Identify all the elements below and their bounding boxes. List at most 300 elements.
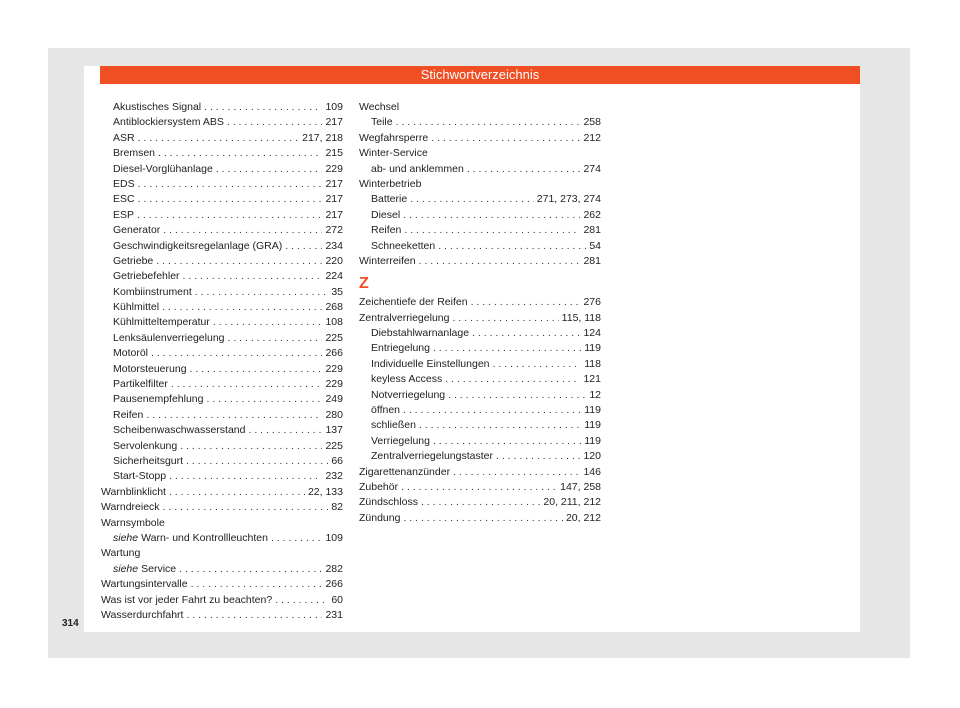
index-term — [113, 377, 168, 392]
leader-dots — [169, 469, 322, 484]
page-references: 109 — [325, 531, 343, 544]
index-entry — [101, 531, 343, 546]
page-references: 234 — [325, 239, 343, 252]
leader-dots — [403, 511, 563, 526]
index-term-text: Motorsteuerung — [113, 362, 187, 375]
leader-dots — [404, 223, 580, 238]
index-term-text: ASR — [113, 131, 135, 144]
index-entry — [101, 177, 343, 192]
index-term-text: Diesel-Vorglühanlage — [113, 162, 213, 175]
index-entry — [359, 295, 601, 310]
leader-dots — [156, 254, 322, 269]
index-term — [371, 162, 464, 177]
index-entry — [101, 315, 343, 330]
index-entry — [359, 326, 601, 341]
page-references: 281 — [583, 254, 601, 267]
index-term — [359, 177, 421, 192]
index-entry — [101, 485, 343, 500]
index-term-text: Was ist vor jeder Fahrt zu beachten? — [101, 593, 273, 606]
see-reference: siehe — [113, 531, 139, 544]
leader-dots — [401, 480, 557, 495]
index-term-text: Wartung — [101, 547, 141, 560]
index-term — [113, 254, 153, 269]
index-term-text: EDS — [113, 177, 135, 190]
index-term-text: Getriebe — [113, 254, 154, 267]
index-term-text: Schneeketten — [371, 239, 436, 252]
leader-dots — [186, 454, 328, 469]
index-term — [113, 331, 225, 346]
index-entry — [101, 100, 343, 115]
index-entry — [101, 285, 343, 300]
page-references: 215 — [325, 147, 343, 160]
index-term-text: Antiblockiersystem ABS — [113, 116, 224, 129]
index-entry — [101, 346, 343, 361]
index-entry — [101, 577, 343, 592]
index-entry — [101, 362, 343, 377]
index-term-text: Warnblinklicht — [101, 485, 166, 498]
page-references: 272 — [325, 224, 343, 237]
leader-dots — [169, 485, 305, 500]
page-references: 262 — [583, 208, 601, 221]
leader-dots — [151, 346, 322, 361]
index-term-text: Wasserdurchfahrt — [101, 608, 184, 621]
page-references: 118 — [584, 357, 601, 370]
index-entry — [359, 177, 601, 192]
index-term-text: Diebstahlwarnanlage — [371, 327, 470, 340]
section-letter: Z — [359, 275, 369, 293]
index-term — [113, 346, 148, 361]
index-term-text: Winterreifen — [359, 254, 416, 267]
index-entry — [359, 403, 601, 418]
index-term-text: Sicherheitsgurt — [113, 454, 184, 467]
index-term — [371, 388, 445, 403]
index-term-text: Reifen — [113, 408, 144, 421]
leader-dots — [207, 392, 323, 407]
index-term-text: Warndreieck — [101, 501, 160, 514]
index-entry — [101, 423, 343, 438]
page-references: 119 — [584, 434, 601, 447]
index-term — [113, 208, 134, 223]
index-term — [371, 357, 490, 372]
index-term-text: Zeichentiefe der Reifen — [359, 296, 468, 309]
page-references: 220 — [325, 254, 343, 267]
page-references: 119 — [584, 342, 601, 355]
leader-dots — [228, 331, 323, 346]
index-term-text: Getriebefehler — [113, 270, 180, 283]
index-term-text: Warn- und Kontrollleuchten — [141, 531, 268, 544]
index-term-text: Winterbetrieb — [359, 177, 422, 190]
page-references: 229 — [325, 162, 343, 175]
index-term-text: Start-Stopp — [113, 470, 167, 483]
index-term — [371, 326, 469, 341]
leader-dots — [419, 254, 581, 269]
page-references: 266 — [325, 578, 343, 591]
leader-dots — [453, 465, 580, 480]
leader-dots — [419, 418, 581, 433]
index-entry — [101, 162, 343, 177]
leader-dots — [472, 326, 580, 341]
index-term-text: Kühlmittel — [113, 301, 160, 314]
index-entry — [101, 439, 343, 454]
page-references: 54 — [589, 239, 601, 252]
index-term-text: Zigarettenanzünder — [359, 465, 451, 478]
index-entry — [101, 500, 343, 515]
index-term-text: Partikelfilter — [113, 378, 168, 391]
leader-dots — [433, 341, 581, 356]
index-term — [359, 480, 398, 495]
leader-dots — [496, 449, 580, 464]
leader-dots — [179, 562, 322, 577]
leader-dots — [137, 208, 322, 223]
index-entry — [101, 562, 343, 577]
page-references: 120 — [583, 450, 601, 463]
leader-dots — [410, 192, 534, 207]
leader-dots — [227, 115, 323, 130]
page-references: 225 — [325, 331, 343, 344]
leader-dots — [190, 362, 323, 377]
page-references: 217 — [325, 193, 343, 206]
index-entry — [359, 465, 601, 480]
index-term — [371, 434, 430, 449]
leader-dots — [285, 239, 322, 254]
index-term — [371, 449, 493, 464]
leader-dots — [271, 531, 323, 546]
leader-dots — [438, 239, 586, 254]
leader-dots — [421, 495, 540, 510]
index-entry — [101, 192, 343, 207]
index-term — [359, 254, 416, 269]
index-term — [113, 115, 224, 130]
index-entry — [359, 434, 601, 449]
index-entry — [101, 115, 343, 130]
index-term-text: Verriegelung — [371, 434, 430, 447]
index-term-text: Zentralverriegelung — [359, 311, 450, 324]
page-references: 119 — [584, 419, 601, 432]
page-references: 147, 258 — [560, 480, 601, 493]
index-term — [113, 454, 183, 469]
leader-dots — [163, 223, 322, 238]
page-references: 268 — [325, 301, 343, 314]
index-term — [113, 300, 159, 315]
index-term-text: schließen — [371, 419, 416, 432]
index-term-text: Zündung — [359, 511, 401, 524]
index-term-text: Reifen — [371, 224, 402, 237]
page-references: 229 — [325, 362, 343, 375]
leader-dots — [275, 593, 328, 608]
leader-dots — [467, 162, 581, 177]
page-references: 271, 273, 274 — [536, 193, 601, 206]
page-references: 35 — [331, 285, 343, 298]
index-term-text: ab- und anklemmen — [371, 162, 464, 175]
leader-dots — [452, 311, 558, 326]
index-term — [113, 315, 210, 330]
index-term — [371, 192, 407, 207]
page-references: 212 — [583, 131, 601, 144]
leader-dots — [396, 115, 581, 130]
index-group-z — [359, 295, 601, 526]
index-entry — [101, 377, 343, 392]
index-entry — [359, 192, 601, 207]
index-term — [113, 269, 180, 284]
index-term-text: Generator — [113, 224, 161, 237]
index-entry — [359, 341, 601, 356]
index-term — [371, 239, 435, 254]
index-entry — [359, 449, 601, 464]
page-references: 229 — [325, 378, 343, 391]
page-references: 232 — [325, 470, 343, 483]
index-entry — [359, 372, 601, 387]
index-entry — [359, 357, 601, 372]
page-references: 231 — [325, 608, 343, 621]
leader-dots — [433, 434, 581, 449]
index-entry — [101, 516, 343, 531]
index-entry — [101, 300, 343, 315]
index-entry — [101, 608, 343, 623]
index-entry — [101, 146, 343, 161]
index-column-right — [359, 100, 601, 526]
index-term — [371, 341, 430, 356]
index-term-text: Akustisches Signal — [113, 101, 202, 113]
page-references: 281 — [583, 224, 601, 237]
index-term — [113, 192, 135, 207]
index-term — [113, 177, 135, 192]
index-term-text: Zentralverriegelungstaster — [371, 450, 493, 463]
index-term-text: Winter-Service — [359, 147, 428, 160]
index-term-text: keyless Access — [371, 373, 443, 386]
index-term — [113, 439, 177, 454]
leader-dots — [191, 577, 323, 592]
index-entry — [359, 511, 601, 526]
index-entry — [101, 469, 343, 484]
page-references: 137 — [325, 424, 343, 437]
index-term-text: Kühlmitteltemperatur — [113, 316, 210, 329]
page-references: 60 — [331, 593, 343, 606]
index-term-text: Service — [141, 562, 177, 575]
index-term — [359, 100, 399, 115]
page-references: 22, 133 — [307, 485, 343, 498]
leader-dots — [183, 269, 323, 284]
index-entry — [101, 392, 343, 407]
leader-dots — [163, 500, 329, 515]
page-references: 146 — [583, 465, 601, 478]
leader-dots — [204, 100, 322, 115]
index-term — [371, 403, 400, 418]
index-entry — [101, 454, 343, 469]
page-references: 121 — [583, 373, 601, 386]
leader-dots — [403, 208, 580, 223]
index-term — [113, 131, 135, 146]
index-term — [113, 162, 213, 177]
page-references: 12 — [589, 388, 601, 401]
index-entry — [359, 223, 601, 238]
index-column-left — [101, 100, 343, 623]
index-term-text: ESP — [113, 208, 135, 221]
index-term — [113, 223, 160, 238]
index-term-text: Bremsen — [113, 147, 156, 160]
index-entry — [101, 223, 343, 238]
index-term — [113, 423, 246, 438]
index-term-text: Notverriegelung — [371, 388, 446, 401]
index-term-text: Motoröl — [113, 347, 149, 360]
index-term — [359, 131, 428, 146]
page-references: 217 — [325, 116, 343, 129]
index-term-text: Scheibenwaschwasserstand — [113, 424, 246, 437]
index-entry — [359, 131, 601, 146]
index-term — [101, 577, 188, 592]
index-entry — [359, 100, 601, 115]
page-references: 124 — [583, 327, 601, 340]
index-group-w — [359, 100, 601, 269]
leader-dots — [431, 131, 580, 146]
index-term-text: Servolenkung — [113, 439, 178, 452]
index-entry — [359, 239, 601, 254]
index-entry — [359, 254, 601, 269]
index-term — [113, 531, 268, 546]
section-title: Stichwortverzeichnis — [420, 67, 540, 82]
index-entry — [359, 480, 601, 495]
leader-dots — [471, 295, 581, 310]
page-references: 266 — [325, 347, 343, 360]
index-term — [371, 418, 416, 433]
index-entry — [101, 131, 343, 146]
page-references: 249 — [325, 393, 343, 406]
page-references: 108 — [325, 316, 343, 329]
index-term-text: Diesel — [371, 208, 401, 221]
leader-dots — [162, 300, 322, 315]
index-term-text: ESC — [113, 193, 135, 206]
index-term — [359, 311, 449, 326]
index-term-text: Individuelle Einstellungen — [371, 357, 490, 370]
index-entry — [359, 208, 601, 223]
page-references: 82 — [331, 501, 343, 514]
index-term — [101, 608, 183, 623]
page-references: 119 — [584, 404, 601, 417]
leader-dots — [448, 388, 586, 403]
index-term-text: Batterie — [371, 193, 408, 206]
leader-dots — [195, 285, 329, 300]
leader-dots — [213, 315, 323, 330]
index-term — [113, 285, 192, 300]
index-term-text: Wechsel — [359, 101, 400, 113]
index-entry — [101, 593, 343, 608]
leader-dots — [171, 377, 323, 392]
section-header — [100, 66, 860, 84]
index-entry — [101, 269, 343, 284]
index-term — [371, 208, 400, 223]
index-term — [113, 362, 187, 377]
index-term — [101, 485, 166, 500]
leader-dots — [493, 357, 582, 372]
leader-dots — [186, 608, 322, 623]
page-references: 109 — [325, 101, 343, 113]
index-term-text: Entriegelung — [371, 342, 430, 355]
index-term-text: Pausenempfehlung — [113, 393, 204, 406]
index-entry — [359, 162, 601, 177]
index-term — [359, 495, 418, 510]
index-entry — [359, 115, 601, 130]
index-entry — [101, 208, 343, 223]
index-term — [371, 115, 393, 130]
leader-dots — [445, 372, 580, 387]
index-term — [359, 146, 428, 161]
index-term-text: Zubehör — [359, 480, 399, 493]
index-term-text: Warnsymbole — [101, 516, 165, 529]
index-term — [113, 562, 176, 577]
index-entry — [101, 546, 343, 561]
index-term — [359, 511, 400, 526]
page-references: 20, 211, 212 — [543, 496, 601, 509]
leader-dots — [138, 192, 323, 207]
index-term — [359, 465, 450, 480]
index-term-text: Geschwindigkeitsregelanlage (GRA) — [113, 239, 283, 252]
index-term-text: Wegfahrsperre — [359, 131, 429, 144]
page-references: 274 — [583, 162, 601, 175]
index-term-text: Kombiinstrument — [113, 285, 192, 298]
index-entry — [101, 239, 343, 254]
index-entry — [359, 311, 601, 326]
page-references: 217 — [325, 208, 343, 221]
page-references: 115, 118 — [561, 311, 601, 324]
index-term — [113, 146, 155, 161]
index-entry — [101, 408, 343, 423]
leader-dots — [138, 177, 323, 192]
index-term — [101, 593, 272, 608]
index-term-text: Lenksäulenverriegelung — [113, 331, 225, 344]
leader-dots — [249, 423, 323, 438]
index-entry — [359, 146, 601, 161]
page-references: 282 — [325, 562, 343, 575]
index-term — [359, 295, 468, 310]
index-term — [113, 408, 143, 423]
index-term-text: Wartungsintervalle — [101, 578, 188, 591]
index-term — [371, 223, 401, 238]
leader-dots — [146, 408, 322, 423]
page-references: 276 — [583, 296, 601, 309]
see-reference: siehe — [113, 562, 139, 575]
index-term — [371, 372, 442, 387]
index-term — [101, 500, 160, 515]
index-entry — [359, 418, 601, 433]
leader-dots — [216, 162, 323, 177]
index-term — [101, 546, 140, 561]
leader-dots — [180, 439, 322, 454]
index-entry — [359, 495, 601, 510]
page-references: 224 — [325, 270, 343, 283]
page-references: 217, 218 — [302, 131, 343, 144]
index-entry — [101, 331, 343, 346]
page-number: 314 — [62, 618, 79, 629]
index-term — [113, 100, 201, 115]
index-term — [113, 239, 282, 254]
index-entry — [359, 388, 601, 403]
leader-dots — [158, 146, 322, 161]
index-term-text: Teile — [371, 116, 393, 129]
page-references: 280 — [325, 408, 343, 421]
page-references: 217 — [325, 177, 343, 190]
leader-dots — [138, 131, 300, 146]
index-term — [113, 392, 204, 407]
leader-dots — [403, 403, 581, 418]
page-references: 66 — [331, 454, 343, 467]
index-term — [101, 516, 165, 531]
page-references: 258 — [583, 116, 601, 129]
page-references: 20, 212 — [565, 511, 601, 524]
index-term-text: öffnen — [371, 404, 401, 417]
index-term-text: Zündschloss — [359, 496, 418, 509]
index-term — [113, 469, 166, 484]
index-entry — [101, 254, 343, 269]
page-references: 225 — [325, 439, 343, 452]
